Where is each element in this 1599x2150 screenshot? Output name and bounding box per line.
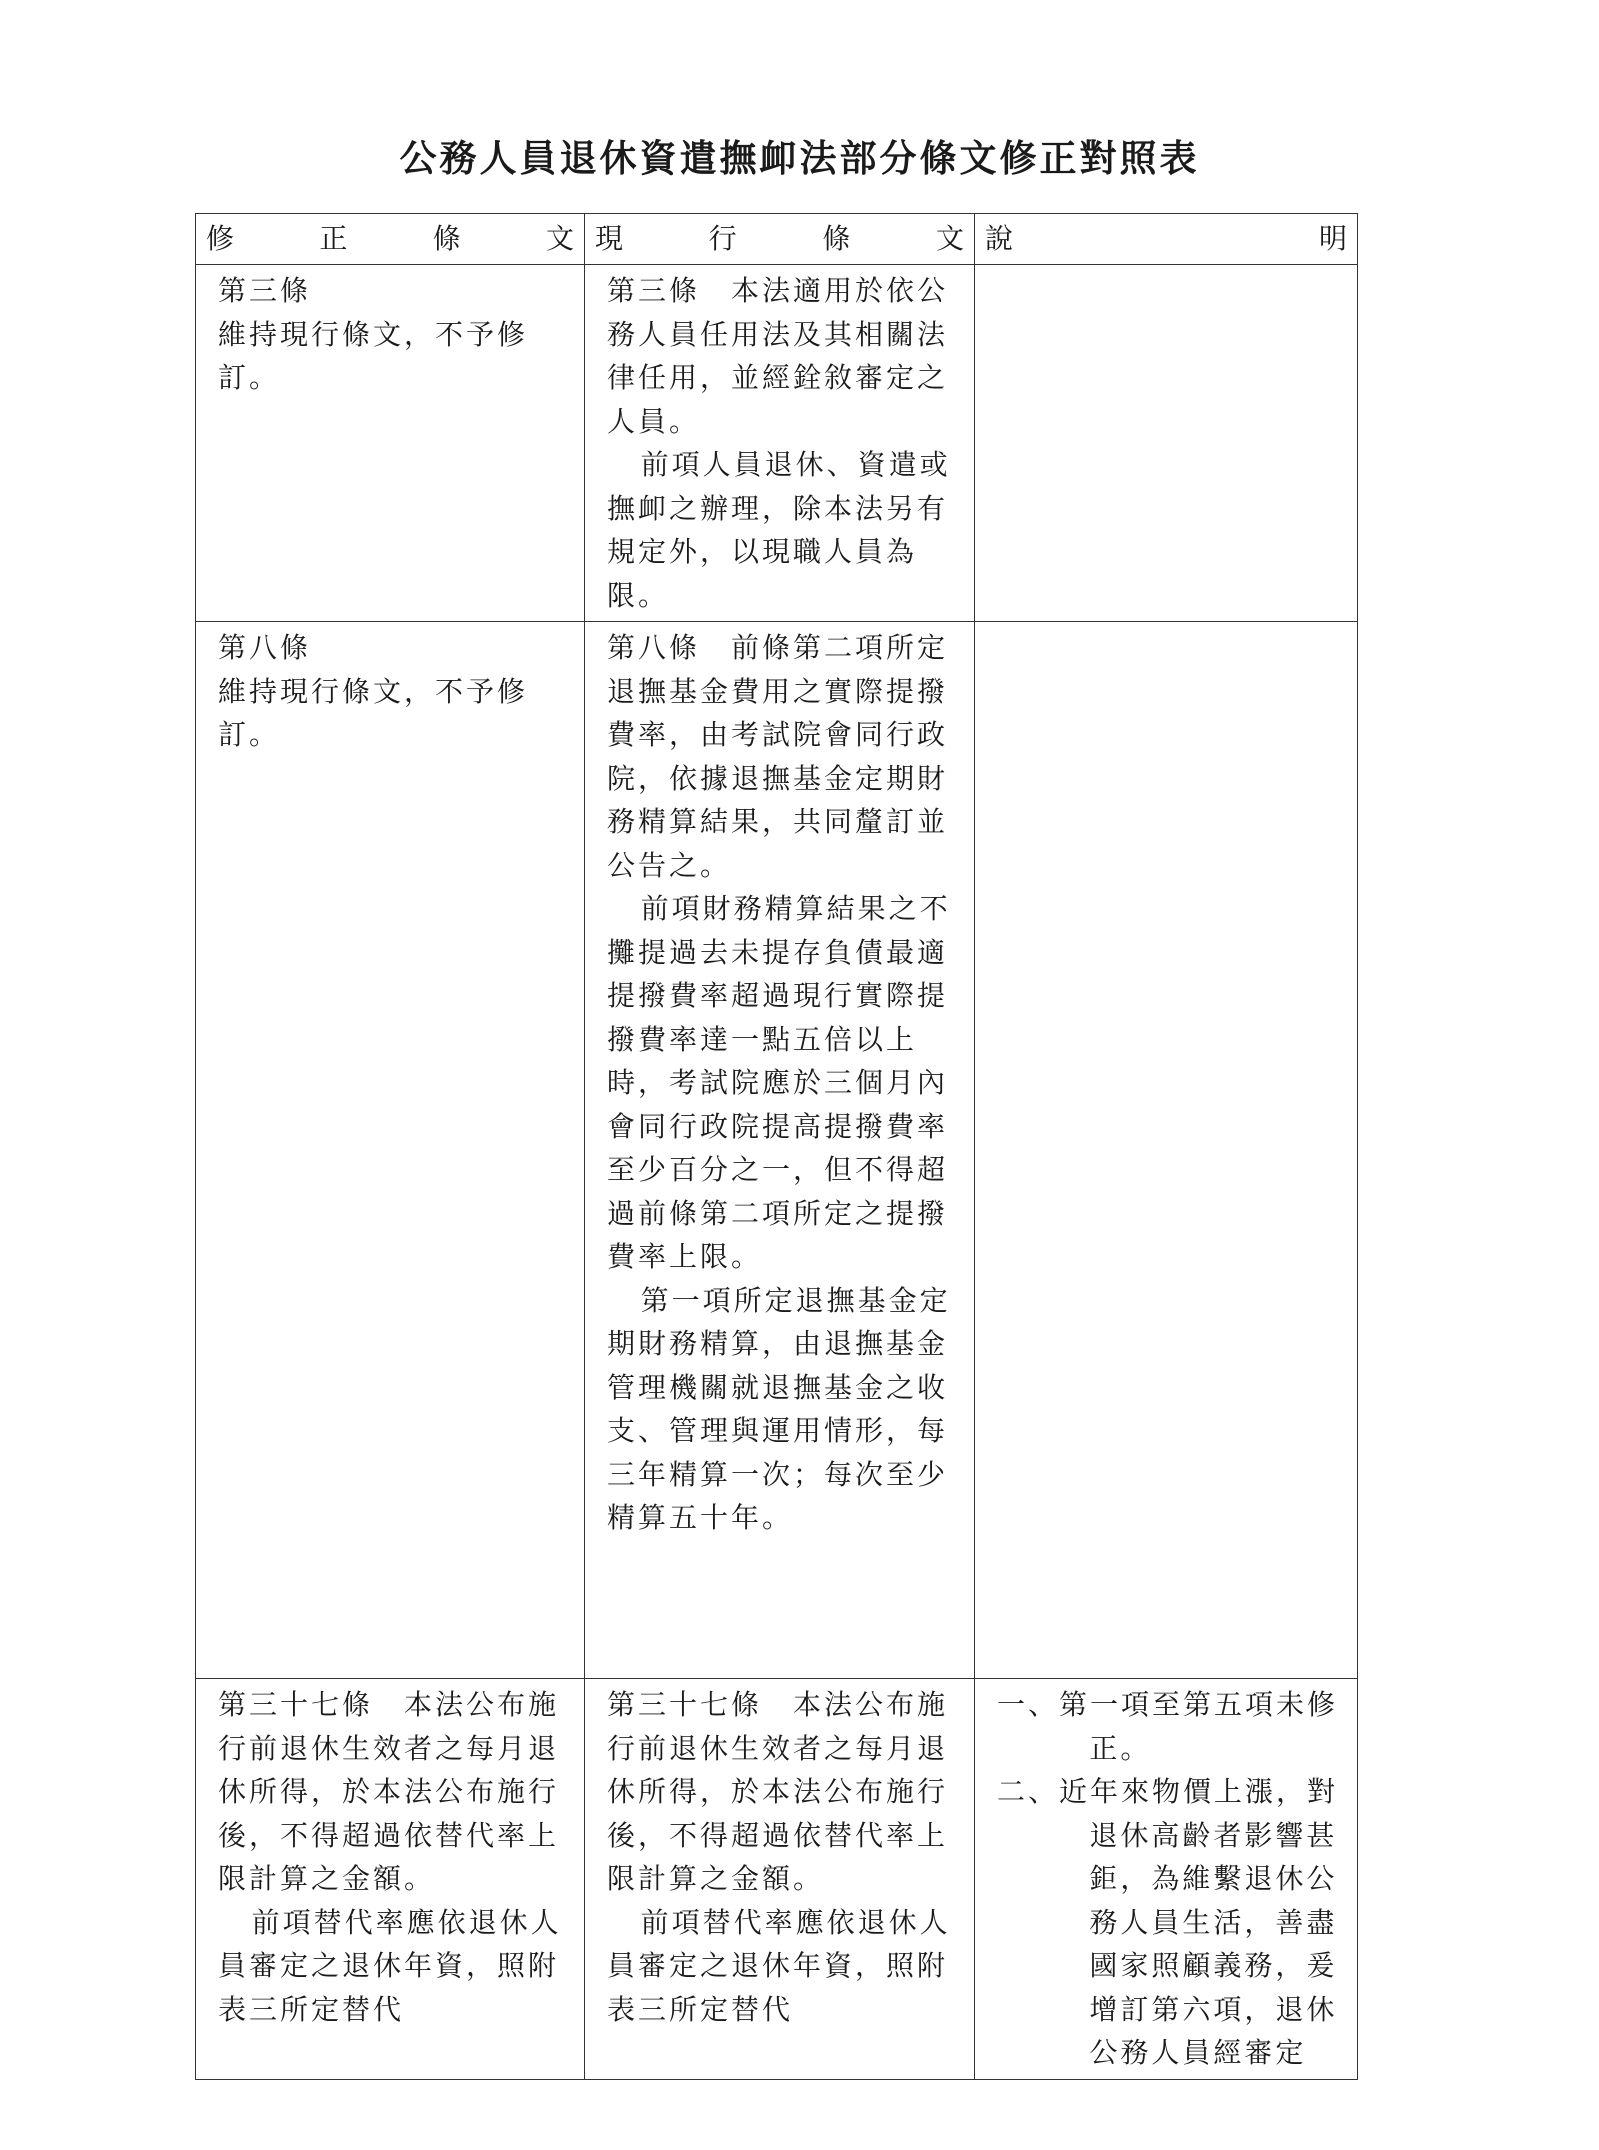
note-item: 一、第一項至第五項未修正。 (997, 1688, 1339, 1765)
amended-text: 維持現行條文，不予修訂。 (218, 674, 529, 751)
amended-article-heading: 第三十七條 本法公布施行前退休生效者之每月退休所得，於本法公布施行後，不得超過依替代率上限計算之金額。 (218, 1688, 560, 1895)
amended-text: 維持現行條文，不予修訂。 (218, 317, 529, 394)
table-row (196, 622, 1358, 1679)
current-paragraph: 前項人員退休、資遣或撫卹之辦理，除本法另有規定外，以現職人員為限。 (607, 448, 951, 612)
document-title: 公務人員退休資遣撫卹法部分條文修正對照表 (399, 137, 1200, 180)
notes-list (997, 1683, 1343, 2075)
table-row (196, 1679, 1358, 2080)
notes-cell (975, 1679, 1358, 2080)
header-current: 現 行 條 文 (585, 214, 975, 265)
comparison-table (195, 213, 1358, 2080)
amended-cell (196, 622, 585, 1679)
header-amended: 修 正 條 文 (196, 214, 585, 265)
current-cell (585, 622, 975, 1679)
current-paragraph: 前項財務精算結果之不攤提過去未提存負債最適提撥費率超過現行實際提撥費率達一點五倍以上時，考試院應於三個月內會同行政院提高提撥費率至少百分之一，但不得超過前條第二項所定之提撥費率上限。 (607, 892, 951, 1273)
amended-cell (196, 265, 585, 622)
current-cell (585, 265, 975, 622)
amended-article: 第三條 (218, 274, 312, 307)
header-notes: 說 明 (975, 214, 1358, 265)
current-paragraph: 第一項所定退撫基金定期財務精算，由退撫基金管理機關就退撫基金之收支、管理與運用情形，每三年精算一次；每次至少精算五十年。 (607, 1283, 951, 1534)
amended-article: 第八條 (218, 631, 312, 664)
current-article-heading: 第三條 本法適用於依公務人員任用法及其相關法律任用，並經銓敘審定之人員。 (607, 274, 949, 438)
current-article-heading: 第八條 前條第二項所定退撫基金費用之實際提撥費率，由考試院會同行政院，依據退撫基金定期財務精算結果，共同釐訂並公告之。 (607, 631, 949, 882)
notes-cell (975, 265, 1358, 622)
notes-cell (975, 622, 1358, 1679)
note-item: 二、近年來物價上漲，對退休高齡者影響甚鉅，為維繫退休公務人員生活，善盡國家照顧義務，爰增訂第六項，退休公務人員經審定 (997, 1775, 1339, 2069)
current-paragraph: 前項替代率應依退休人員審定之退休年資，照附表三所定替代 (607, 1905, 951, 2026)
table-row (196, 265, 1358, 622)
table-header-row (196, 214, 1358, 265)
amended-paragraph: 前項替代率應依退休人員審定之退休年資，照附表三所定替代 (218, 1905, 562, 2026)
current-article-heading: 第三十七條 本法公布施行前退休生效者之每月退休所得，於本法公布施行後，不得超過依替代率上限計算之金額。 (607, 1688, 949, 1895)
amended-cell (196, 1679, 585, 2080)
current-cell (585, 1679, 975, 2080)
